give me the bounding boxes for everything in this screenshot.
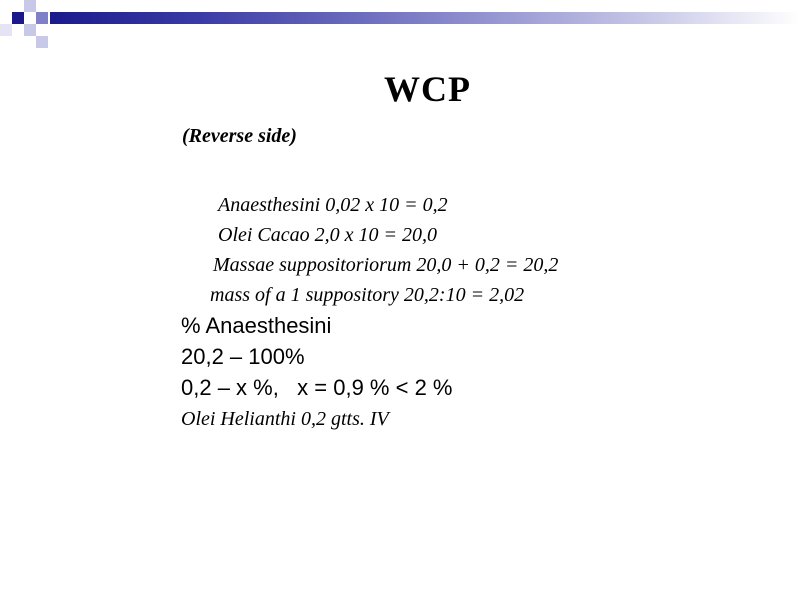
calc-line: 20,2 – 100% [181,344,305,369]
gradient-band [50,12,800,24]
recipe-line: Anaesthesini 0,02 x 10 = 0,2 [218,194,448,216]
decorative-header-bar [0,0,800,60]
deco-square [12,12,24,24]
deco-square [24,0,36,12]
recipe-line: Massae suppositoriorum 20,0 + 0,2 = 20,2 [213,254,559,276]
recipe-line: Olei Cacao 2,0 x 10 = 20,0 [218,224,438,246]
deco-square [36,12,48,24]
slide-subtitle: (Reverse side) [182,125,297,147]
deco-square [0,24,12,36]
calc-line: % Anaesthesini [181,313,332,338]
footer-line: Olei Helianthi 0,2 gtts. IV [181,408,389,430]
slide-title: WCP [384,69,471,109]
calc-line: 0,2 – x %, x = 0,9 % < 2 % [181,375,453,400]
recipe-line: mass of a 1 suppository 20,2:10 = 2,02 [210,284,525,306]
deco-square [36,36,48,48]
deco-square [24,24,36,36]
